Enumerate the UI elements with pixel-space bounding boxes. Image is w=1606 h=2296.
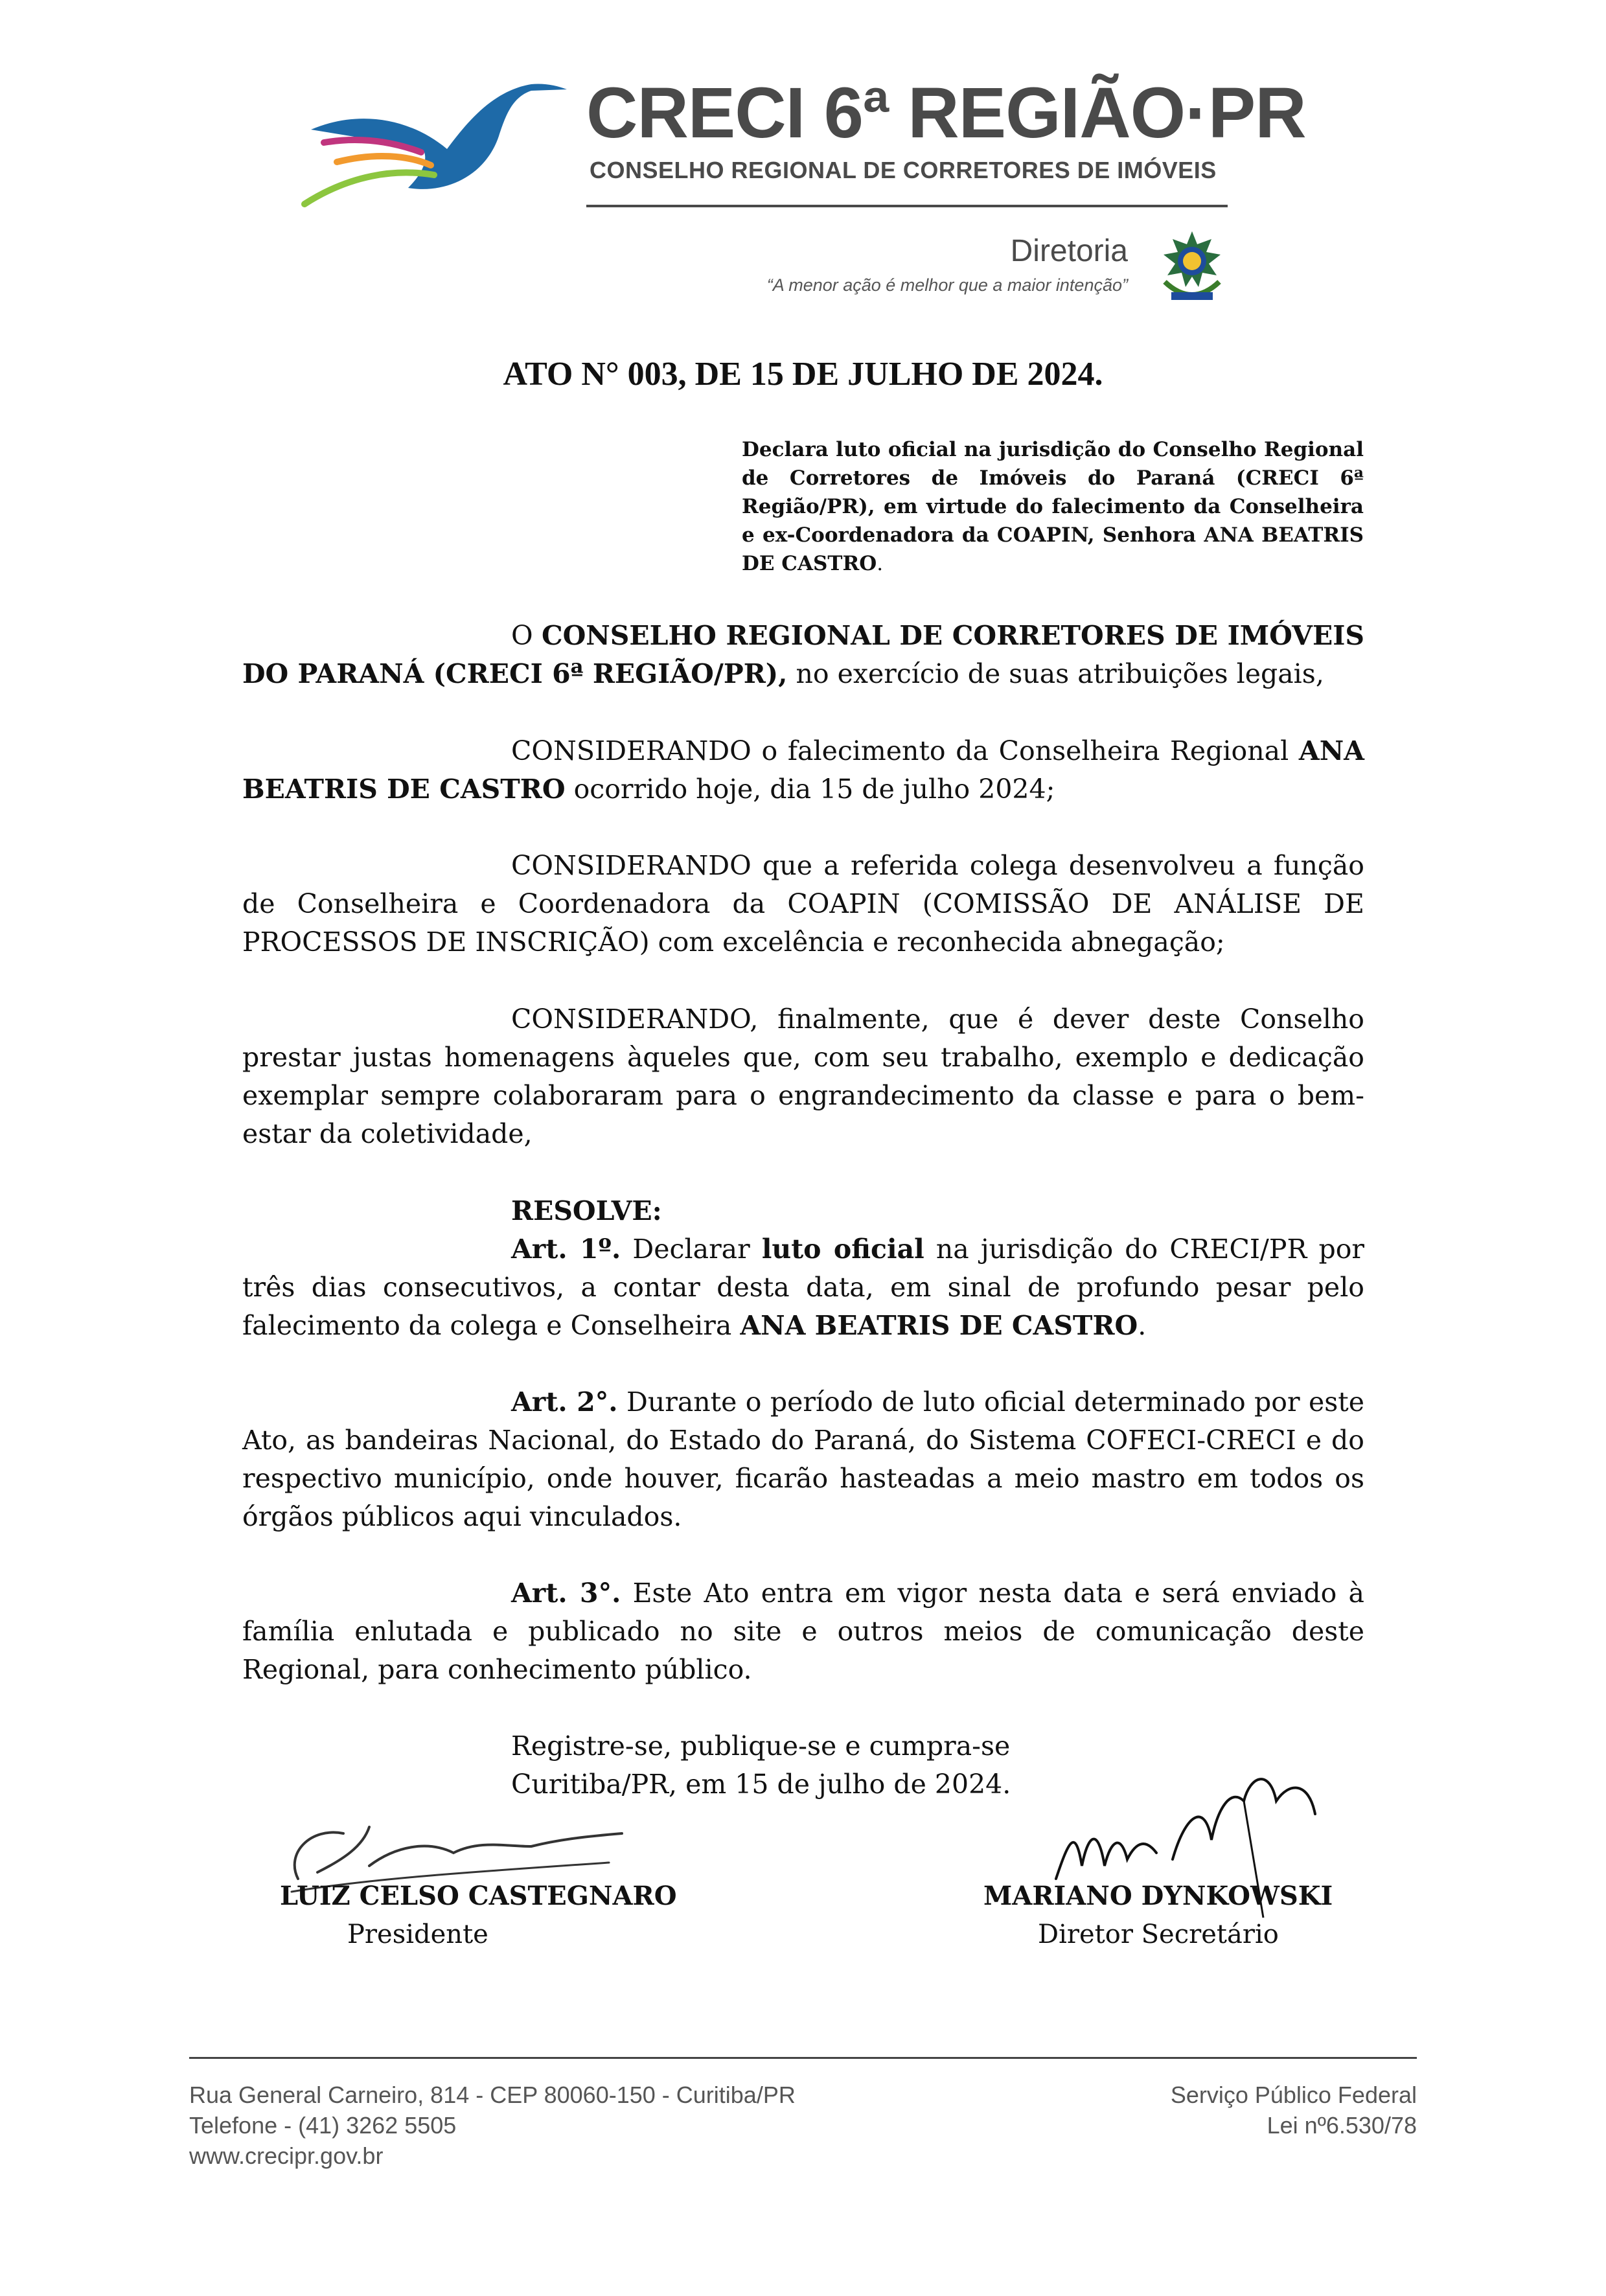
president-name: LUIZ CELSO CASTEGNARO bbox=[280, 1881, 677, 1911]
article-3-label: Art. 3°. bbox=[511, 1578, 621, 1609]
ementa-summary bbox=[742, 435, 1364, 578]
secretary-name: MARIANO DYNKOWSKI bbox=[983, 1881, 1333, 1911]
footer-divider bbox=[189, 2057, 1417, 2059]
article-1-name: ANA BEATRIS DE CASTRO bbox=[740, 1310, 1138, 1341]
footer-law: Lei nº6.530/78 bbox=[1267, 2112, 1417, 2139]
considerando-3-paragraph: CONSIDERANDO, finalmente, que é dever deste Conselho prestar justas homenagens àqueles que, com seu trabalho, exemplo e dedicação exemplar sempre colaboraram para o engrandecimento da classe e para o bem-estar da coletividade, bbox=[242, 1004, 1364, 1149]
footer-address: Rua General Carneiro, 814 - CEP 80060-150 - Curitiba/PR bbox=[189, 2082, 796, 2108]
footer-contact bbox=[189, 2080, 796, 2171]
header-divider bbox=[586, 205, 1228, 207]
considerando-1-prefix: CONSIDERANDO o falecimento da Conselheira Regional bbox=[511, 735, 1299, 766]
brand-subtitle: CONSELHO REGIONAL DE CORRETORES DE IMÓVEIS bbox=[590, 157, 1217, 183]
preamble-council-name: CONSELHO REGIONAL DE CORRETORES DE IMÓVEIS DO PARANÁ (CRECI 6ª REGIÃO/PR), bbox=[242, 620, 1364, 689]
secretary-role: Diretor Secretário bbox=[1038, 1920, 1279, 1949]
considerando-1-suffix: ocorrido hoje, dia 15 de julho 2024; bbox=[565, 774, 1055, 805]
document-header bbox=[0, 0, 1606, 337]
coat-of-arms-icon bbox=[1152, 230, 1233, 308]
considerando-2-paragraph: CONSIDERANDO que a referida colega desenvolveu a função de Conselheira e Coordenadora da COAPIN (COMISSÃO DE ANÁLISE DE PROCESSOS DE INSCRIÇÃO) com excelência e reconhecida abnegação; bbox=[242, 850, 1364, 958]
article-3-text: Este Ato entra em vigor nesta data e será enviado à família enlutada e publicado no site e outros meios de comunicação deste Regional, para conhecimento público. bbox=[242, 1578, 1365, 1685]
resolve-label: RESOLVE: bbox=[511, 1195, 662, 1226]
closing-date-place: Curitiba/PR, em 15 de julho de 2024. bbox=[511, 1769, 1011, 1800]
article-1-label: Art. 1º. bbox=[511, 1234, 621, 1265]
closing-registre: Registre-se, publique-se e cumpra-se bbox=[511, 1730, 1011, 1762]
article-2-text: Durante o período de luto oficial determinado por este Ato, as bandeiras Nacional, do Estado do Paraná, do Sistema COFECI-CRECI e do respectivo município, onde houver, ficarão hasteadas a meio mastro em todos os órgãos públicos aqui vinculados. bbox=[242, 1386, 1365, 1532]
article-1-paragraph bbox=[242, 1230, 1364, 1345]
footer-legal bbox=[1171, 2080, 1417, 2141]
preamble-prefix: O bbox=[511, 620, 542, 651]
preamble-suffix: no exercício de suas atribuições legais, bbox=[787, 658, 1324, 689]
considerando-1-paragraph bbox=[242, 732, 1364, 809]
document-title: ATO N° 003, DE 15 DE JULHO DE 2024. bbox=[503, 356, 1103, 393]
brand-title: CRECI 6ª REGIÃO·PR bbox=[586, 73, 1306, 153]
article-2-paragraph bbox=[242, 1383, 1364, 1536]
article-1-text-c: na jurisdição do CRECI/PR por três dias consecutivos, a contar desta data, em sinal de profundo pesar pelo falecimento da colega e Conselheira bbox=[242, 1234, 1364, 1341]
article-1-period: . bbox=[1138, 1310, 1147, 1341]
article-3-paragraph bbox=[242, 1574, 1364, 1689]
resolve-heading bbox=[242, 1192, 1364, 1230]
department-label: Diretoria bbox=[1010, 234, 1128, 268]
ementa-period: . bbox=[877, 552, 884, 575]
article-2-label: Art. 2°. bbox=[511, 1386, 618, 1418]
article-1-text-a: Declarar bbox=[621, 1234, 762, 1265]
considerando-1-name: ANA BEATRIS DE CASTRO bbox=[242, 735, 1364, 805]
president-role: Presidente bbox=[347, 1920, 488, 1949]
preamble-paragraph bbox=[242, 617, 1364, 693]
motto-text: “A menor ação é melhor que a maior intenção” bbox=[766, 275, 1128, 295]
hummingbird-logo-icon bbox=[298, 71, 570, 220]
footer-service: Serviço Público Federal bbox=[1170, 2082, 1417, 2108]
footer-phone: Telefone - (41) 3262 5505 bbox=[189, 2112, 457, 2139]
footer-website: www.crecipr.gov.br bbox=[189, 2142, 384, 2169]
article-1-luto: luto oficial bbox=[761, 1234, 924, 1265]
ementa-text: Declara luto oficial na jurisdição do Conselho Regional de Corretores de Imóveis do Paraná (CRECI 6ª Região/PR), em virtude do falecimento da Conselheira e ex-Coordenadora da COAPIN, Senhora ANA BEATRIS DE CASTRO bbox=[742, 438, 1364, 575]
